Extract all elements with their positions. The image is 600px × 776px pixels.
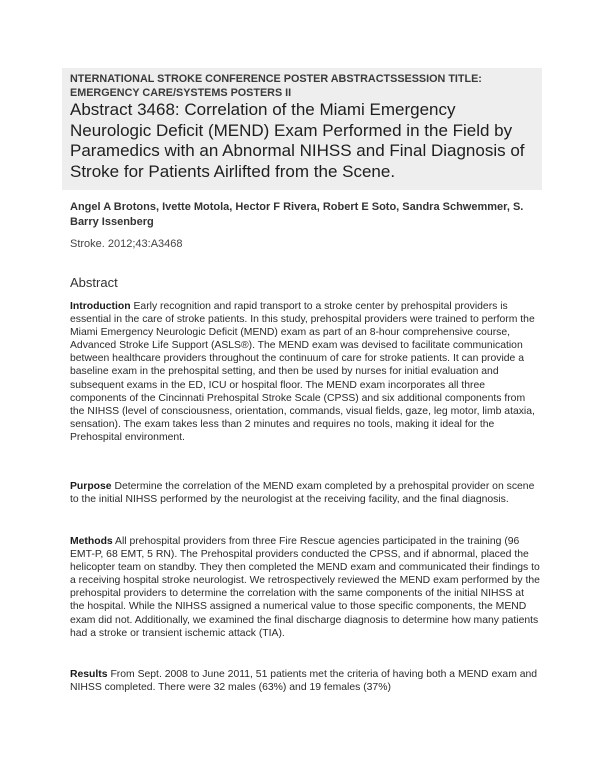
session-title: NTERNATIONAL STROKE CONFERENCE POSTER ABSTRACTSSESSION TITLE: EMERGENCY CARE/SYSTEMS POSTERS II	[70, 73, 482, 99]
results-paragraph	[70, 668, 540, 694]
citation: Stroke. 2012;43:A3468	[70, 238, 183, 250]
introduction-text: Early recognition and rapid transport to a stroke center by prehospital providers is essential in the care of stroke patients. In this study, prehospital providers were trained to perform the Miami Emergency Neurologic Deficit (MEND) exam as part of an 8-hour comprehensive course, Advanced Stroke Life Support (ASLS®). The MEND exam was devised to facilitate communication between healthcare providers throughout the continuum of care for stroke patients. It can provide a baseline exam in the prehospital setting, and then be used by nurses for initial evaluation and subsequent exams in the ED, ICU or hospital floor. The MEND exam incorporates all three components of the Cincinnati Prehospital Stroke Scale (CPSS) and six additional components from the NIHSS (level of consciousness, orientation, commands, visual fields, gaze, leg motor, limb ataxia, sensation). The exam takes less than 2 minutes and requires no tools, making it ideal for the Prehospital environment.	[70, 301, 535, 443]
results-label: Results	[70, 669, 108, 680]
abstract-heading: Abstract	[70, 275, 118, 290]
purpose-label: Purpose	[70, 481, 112, 492]
methods-label: Methods	[70, 536, 113, 547]
author-list: Angel A Brotons, Ivette Motola, Hector F Rivera, Robert E Soto, Sandra Schwemmer, S. Barry Issenberg	[70, 201, 524, 228]
methods-text: All prehospital providers from three Fire Rescue agencies participated in the training (96 EMT-P, 68 EMT, 5 RN). The Prehospital providers conducted the CPSS, and if abnormal, placed the helicopter team on standby. They then completed the MEND exam and communicated their findings to a receiving hospital stroke neurologist. We retrospectively reviewed the MEND exam performed by the prehospital providers to determine the correlation with the same components of the initial NIHSS at the hospital. While the NIHSS assigned a numerical value to those specific components, the MEND exam did not. Additionally, we examined the final discharge diagnosis to determine how many patients had a stroke or transient ischemic attack (TIA).	[70, 536, 540, 639]
introduction-label: Introduction	[70, 301, 131, 312]
methods-paragraph	[70, 535, 540, 640]
results-text: From Sept. 2008 to June 2011, 51 patients met the criteria of having both a MEND exam and NIHSS completed. There were 32 males (63%) and 19 females (37%)	[70, 669, 538, 694]
introduction-paragraph	[70, 300, 540, 444]
abstract-title: Abstract 3468: Correlation of the Miami Emergency Neurologic Deficit (MEND) Exam Performed in the Field by Paramedics with an Abnormal NIHSS and Final Diagnosis of Stroke for Patients Airlifted from the Scene.	[70, 100, 525, 181]
purpose-text: Determine the correlation of the MEND exam completed by a prehospital provider on scene to the initial NIHSS performed by the neurologist at the receiving facility, and the final diagnosis.	[70, 481, 535, 506]
purpose-paragraph	[70, 480, 540, 506]
